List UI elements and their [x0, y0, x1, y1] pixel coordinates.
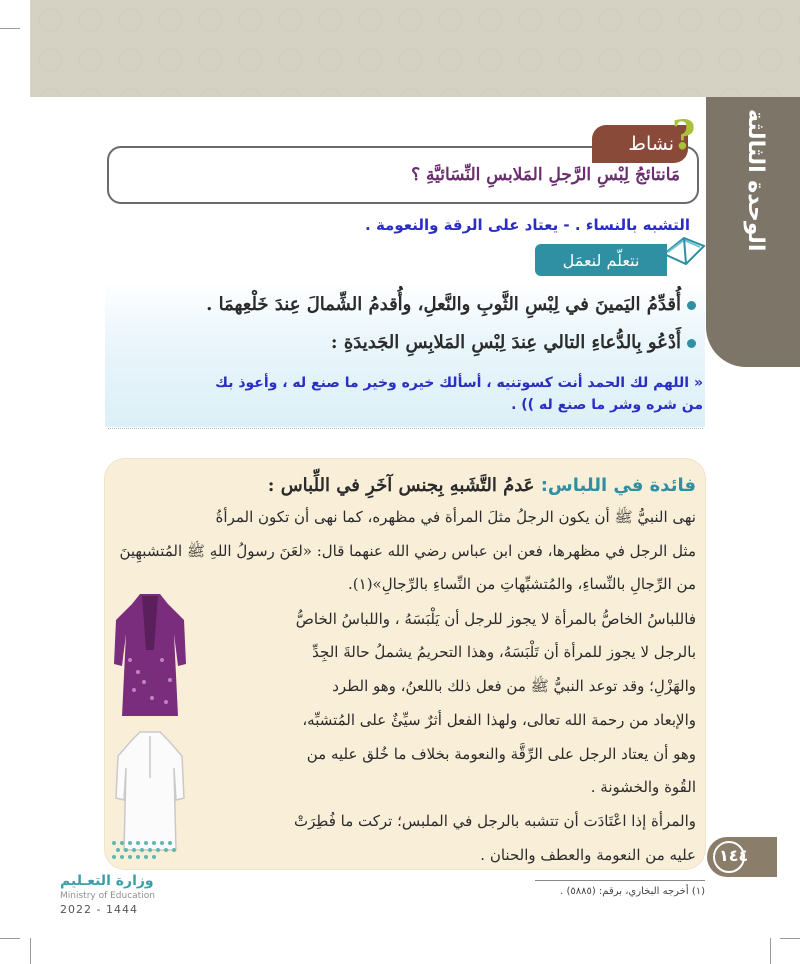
learn-bullet [331, 332, 696, 353]
crop-mark [30, 938, 31, 964]
benefit-line: نهى النبيُّ ﷺ أن يكون الرجلُ مثلَ المرأة في مظهره، كما نهى أن تكون المرأةُ [215, 508, 696, 526]
benefit-line: مثل الرجل في مظهرها، فعن ابن عباس رضي الله عنهما قال: «لعَنَ رسولُ اللهِ ﷺ المُتشبهِينَ [119, 542, 696, 560]
activity-answer: التشبه بالنساء . - يعتاد على الرقة والنعومة . [365, 216, 690, 234]
ministry-dots-logo [108, 838, 188, 860]
unit-label: الوحدة الثالثة [743, 108, 768, 252]
bullet-dot [687, 339, 696, 348]
learn-bullet [206, 294, 696, 315]
footnote: (١) أخرجه البخاري، برقم: (٥٨٨٥) . [560, 886, 705, 897]
activity-label: نشاط [592, 125, 688, 163]
dua-text [118, 372, 703, 416]
benefit-line: وهو أن يعتاد الرجل على الرِّقَّة والنعومة بخلاف ما خُلق عليه من [306, 745, 696, 763]
bullet-text: أَدْعُو بِالدُّعاءِ التالي عِندَ لِبْسِ المَلابِسِ الجَديدَةِ : [330, 332, 681, 353]
learn-banner: نتعلّم لنعمَل [535, 244, 667, 276]
benefit-line: من الرِّجالِ بالنِّساءِ، والمُتشبِّهاتِ من النِّساءِ بالرِّجالِ»(١). [348, 575, 696, 593]
activity-question: مَانتائجُ لِبْسِ الرَّجلِ المَلابسِ النِّسَائيَّةِ ؟ [411, 165, 680, 185]
benefit-line: عليه من النعومة والعطف والحنان . [480, 846, 696, 864]
bullet-dot [687, 301, 696, 310]
benefit-heading [268, 475, 696, 496]
benefit-line: فاللباسُ الخاصُّ بالمرأة لا يجوز للرجل أن يَلْبَسَهُ ، واللباسُ الخاصُّ [295, 610, 696, 628]
header-band [30, 0, 800, 97]
dua-line: من شره وشر ما صنع له )) . [511, 397, 703, 413]
dua-line: « اللهم لك الحمد أنت كسوتنيه ، أسألك خيره وخير ما صنع له ، وأعوذ بك [215, 375, 703, 391]
benefit-line: والمرأة إذا اعْتَادَت أن تتشبه بالرجل في الملبس؛ تركت ما فُطِرَتْ [294, 812, 696, 830]
ministry-english: Ministry of Education [60, 891, 155, 901]
crop-mark [780, 938, 800, 939]
page-number-tab [707, 837, 777, 877]
white-thobe-image [112, 728, 188, 853]
page-number: ١٤٤ [719, 846, 749, 865]
footnote-rule [535, 880, 705, 881]
benefit-line: والهَزْلِ؛ وقد توعد النبيُّ ﷺ من فعل ذلك باللعنُ، وهو الطرد [332, 677, 696, 695]
crop-mark [770, 938, 771, 964]
ministry-logo-text: وزارة التعـليم [60, 873, 154, 889]
benefit-title: عَدمُ التَّشَبهِ بِجنس آخَرِ في اللِّباس : [267, 475, 535, 496]
benefit-line: والإبعاد من رحمة الله تعالى، ولهذا الفعل أثرٌ سيِّئٌ على المُتشبِّه، [302, 711, 696, 729]
edition-year: 2022 - 1444 [60, 903, 138, 916]
purple-dress-image [112, 590, 188, 720]
question-mark-icon: ? [672, 112, 696, 159]
benefit-label: فائدة في اللباس: [540, 475, 696, 496]
bullet-text: أُقدِّمُ اليَمينَ في لِبْسِ الثَّوبِ والنَّعلِ، وأُقدمُ الشِّمالَ عِندَ خَلْعِهمَا . [206, 294, 681, 315]
crop-mark [0, 938, 20, 939]
crop-mark [0, 28, 20, 29]
benefit-line: بالرجل لا يجوز للمرأة أن تَلْبَسَهُ، وهذا التحريمُ يشملُ حالةَ الجِدِّ [312, 643, 696, 661]
divider [108, 428, 703, 429]
open-book-icon [660, 224, 708, 270]
benefit-line: القُوة والخشونة . [590, 778, 696, 796]
